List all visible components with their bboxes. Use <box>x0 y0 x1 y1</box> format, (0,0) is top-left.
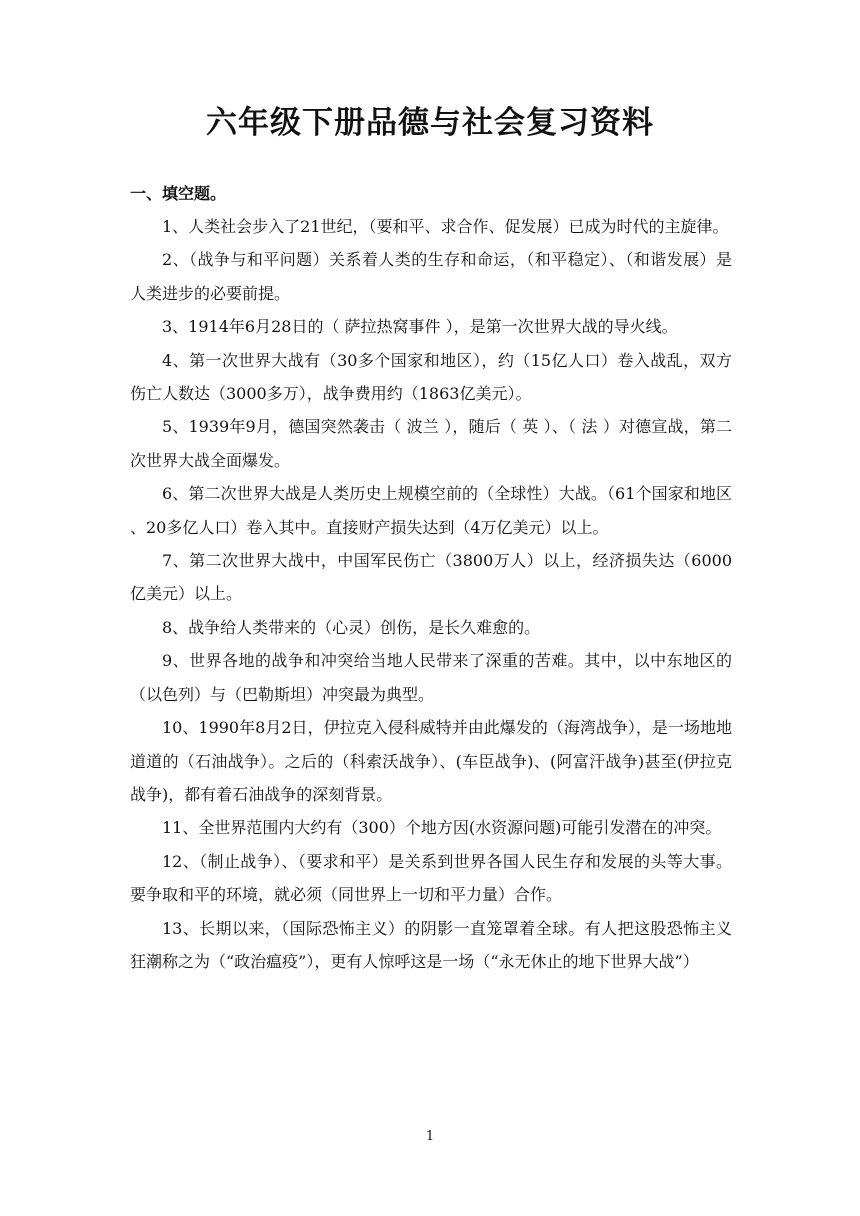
page-number: 1 <box>425 1129 435 1144</box>
question-item: 8、战争给人类带来的（心灵）创伤，是长久难愈的。 <box>162 617 541 637</box>
question-item: 6、第二次世界大战是人类历史上规模空前的（全球性）大战。（61个国家和地区、20多亿人口）卷入其中。直接财产损失达到（4万亿美元）以上。 <box>130 484 732 537</box>
question-item: 2、（战争与和平问题）关系着人类的生存和命运，（和平稳定）、（和谐发展）是人类进步的必要前提。 <box>130 250 732 303</box>
question-item: 7、第二次世界大战中，中国军民伤亡（3800万人）以上，经济损失达（6000亿美元）以上。 <box>130 551 732 604</box>
question-item: 9、世界各地的战争和冲突给当地人民带来了深重的苦难。其中，以中东地区的（以色列）与（巴勒斯坦）冲突最为典型。 <box>130 651 732 704</box>
question-item: 13、长期以来，（国际恐怖主义）的阴影一直笼罩着全球。有人把这股恐怖主义狂潮称之为（“政治瘟疫”），更有人惊呼这是一场（“永无休止的地下世界大战”） <box>130 918 732 971</box>
question-item: 5、1939年9月，德国突然袭击（ 波兰 ），随后（ 英 ）、（ 法 ）对德宣战，第二次世界大战全面爆发。 <box>130 417 732 470</box>
question-item: 12、（制止战争）、（要求和平）是关系到世界各国人民生存和发展的头等大事。要争取和平的环境，就必须（同世界上一切和平力量）合作。 <box>130 851 732 905</box>
question-item: 4、第一次世界大战有（30多个国家和地区），约（15亿人口）卷入战乱，双方伤亡人数达（3000多万），战争费用约（1863亿美元）。 <box>130 350 732 404</box>
question-item: 1、人类社会步入了21世纪，（要和平、求合作、促发展）已成为时代的主旋律。 <box>162 217 729 236</box>
document-title: 六年级下册品德与社会复习资料 <box>206 105 654 141</box>
section-heading: 一、填空题。 <box>130 184 227 203</box>
question-list <box>130 210 732 978</box>
question-item: 10、1990年8月2日，伊拉克入侵科威特并由此爆发的（海湾战争），是一场地地道道的（石油战争）。之后的（科索沃战争）、(车臣战争)、(阿富汗战争)甚至(伊拉克战争)，都有着石油战争的深刻背景。 <box>130 718 732 804</box>
question-item: 3、1914年6月28日的（ 萨拉热窝事件 ），是第一次世界大战的导火线。 <box>162 317 678 337</box>
question-item: 11、全世界范围内大约有（300）个地方因(水资源问题)可能引发潜在的冲突。 <box>162 818 722 838</box>
